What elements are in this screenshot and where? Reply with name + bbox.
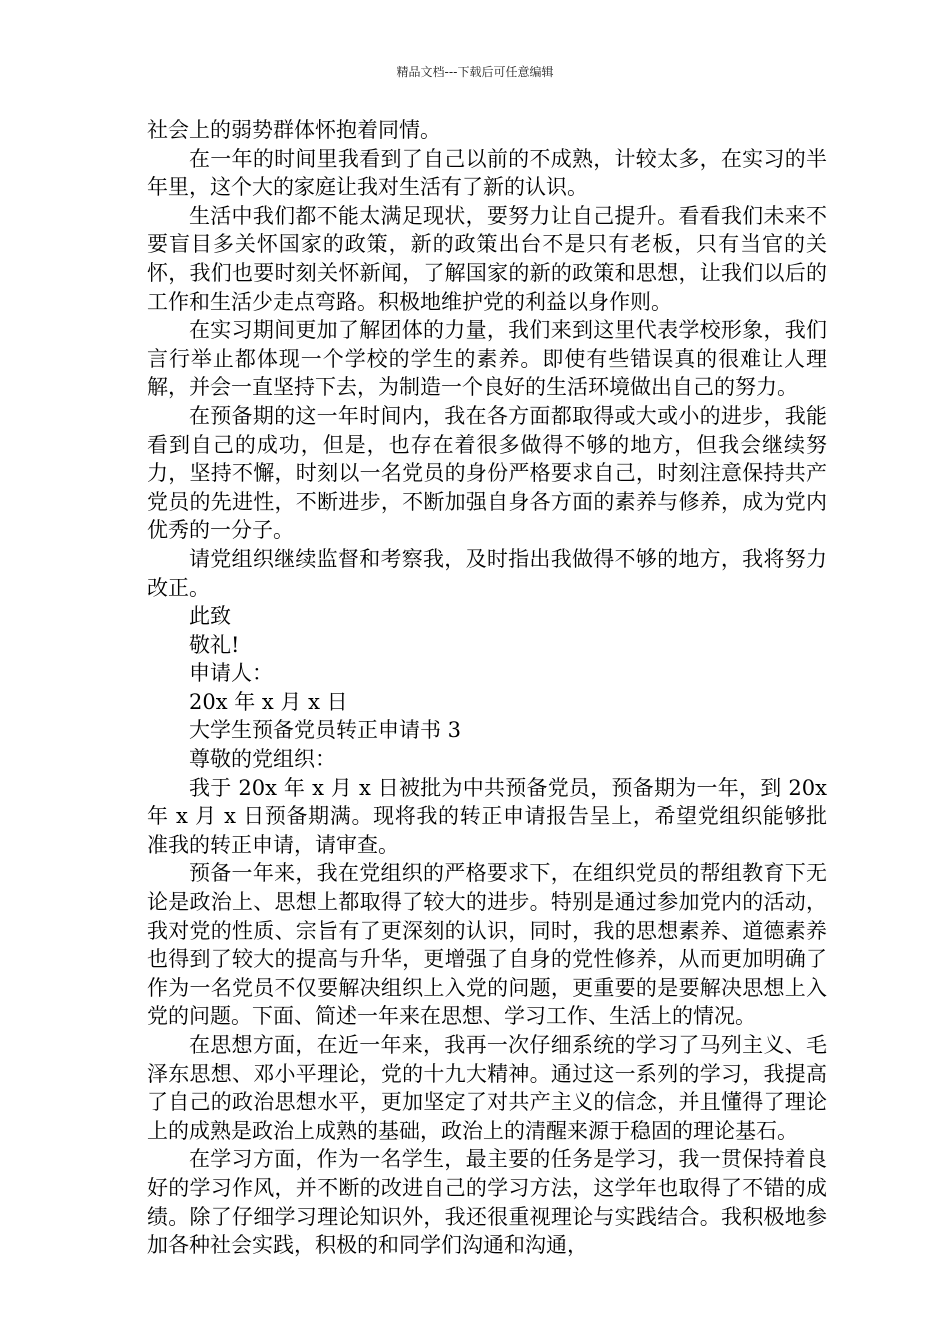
document-body bbox=[147, 116, 827, 1260]
closing-respect: 敬礼! bbox=[189, 632, 240, 657]
paragraph: 在学习方面，作为一名学生，最主要的任务是学习，我一贯保持着良好的学习作风，并不断的改进自己的学习方法，这学年也取得了不错的成绩。除了仔细学习理论知识外，我还很重视理论与实践结合。我积极地参加各种社会实践，积极的和同学们沟通和沟通， bbox=[147, 1147, 827, 1258]
paragraph: 预备一年来，我在党组织的严格要求下，在组织党员的帮组教育下无论是政治上、思想上都取得了较大的进步。特别是通过参加党内的活动，我对党的性质、宗旨有了更深刻的认识，同时，我的思想素养、道德素养也得到了较大的提高与升华，更增强了自身的党性修养，从而更加明确了作为一名党员不仅要解决组织上入党的问题，更重要的是要解决思想上入党的问题。下面、简述一年来在思想、学习工作、生活上的情况。 bbox=[147, 861, 827, 1029]
paragraph: 在一年的时间里我看到了自己以前的不成熟，计较太多，在实习的半年里，这个大的家庭让我对生活有了新的认识。 bbox=[147, 146, 827, 200]
applicant-line: 申请人： bbox=[189, 661, 273, 686]
section-title: 大学生预备党员转正申请书 3 bbox=[189, 718, 462, 743]
page-header: 精品文档---下载后可任意编辑 bbox=[396, 65, 554, 79]
paragraph: 在思想方面，在近一年来，我再一次仔细系统的学习了马列主义、毛泽东思想、邓小平理论，党的十九大精神。通过这一系列的学习，我提高了自己的政治思想水平，更加坚定了对共产主义的信念，并且懂得了理论上的成熟是政治上成熟的基础，政治上的清醒来源于稳固的理论基石。 bbox=[147, 1033, 827, 1143]
paragraph: 社会上的弱势群体怀抱着同情。 bbox=[147, 118, 441, 142]
paragraph: 在预备期的这一年时间内，我在各方面都取得或大或小的进步，我能看到自己的成功，但是，也存在着很多做得不够的地方，但我会继续努力，坚持不懈，时刻以一名党员的身份严格要求自己，时刻注意保持共产党员的先进性，不断进步，不断加强自身各方面的素养与修养，成为党内优秀的一分子。 bbox=[147, 403, 827, 543]
paragraph: 请党组织继续监督和考察我，及时指出我做得不够的地方，我将努力改正。 bbox=[147, 546, 827, 600]
date-line: 20x 年 x 月 x 日 bbox=[189, 689, 348, 714]
paragraph: 在实习期间更加了解团体的力量，我们来到这里代表学校形象，我们言行举止都体现一个学校的学生的素养。即使有些错误真的很难让人理解，并会一直坚持下去，为制造一个良好的生活环境做出自己的努力。 bbox=[147, 318, 827, 400]
greeting: 尊敬的党组织： bbox=[189, 747, 336, 772]
paragraph: 生活中我们都不能太满足现状，要努力让自己提升。看看我们未来不要盲目多关怀国家的政策，新的政策出台不是只有老板，只有当官的关怀，我们也要时刻关怀新闻，了解国家的新的政策和思想，让我们以后的工作和生活少走点弯路。积极地维护党的利益以身作则。 bbox=[147, 203, 827, 314]
closing-salutation: 此致 bbox=[189, 604, 231, 629]
paragraph: 我于 20x 年 x 月 x 日被批为中共预备党员，预备期为一年，到 20x 年 x 月 x 日预备期满。现将我的转正申请报告呈上，希望党组织能够批准我的转正申请，请审查。 bbox=[147, 775, 827, 857]
